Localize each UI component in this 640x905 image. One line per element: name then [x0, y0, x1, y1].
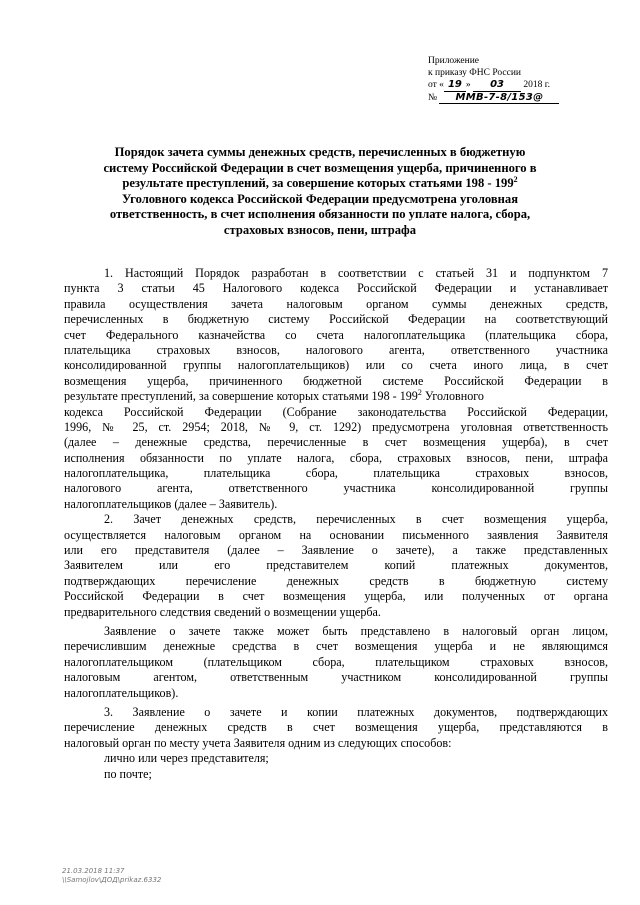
paragraph-3: [64, 624, 608, 701]
title-line: Порядок зачета суммы денежных средств, перечисленных в бюджетную: [114, 145, 526, 159]
footer-timestamp: 21.03.2018 11:37: [62, 867, 125, 875]
handwritten-order-number: ММВ-7-8/153@: [439, 92, 559, 105]
appendix-label: Приложение: [428, 56, 479, 66]
appendix-number: [428, 92, 628, 105]
document-title: [68, 145, 572, 239]
text-line: осуществляется налоговым органом на основании письменного заявления Заявителя: [64, 527, 608, 542]
text-line: возмещения ущерба, причиненного бюджетной системе Российской Федерации в: [64, 373, 608, 388]
text-line: пункта 3 статьи 45 Налогового кодекса Российской Федерации и устанавливает: [64, 281, 608, 296]
text-line: налогового агента, ответственного участника консолидированной группы: [64, 481, 608, 496]
text-fragment: Уголовного: [424, 389, 484, 404]
title-line: [68, 176, 572, 192]
date-prefix: от «: [428, 80, 444, 90]
appendix-block: [428, 56, 628, 104]
superscript: 2: [417, 388, 422, 398]
text-line: 1996, № 25, ст. 2954; 2018, № 9, ст. 1292) предусмотрена уголовная ответственность: [64, 419, 608, 434]
text-line: подтверждающих перечисление денежных средств в бюджетную систему: [64, 573, 608, 588]
text-line: (далее – денежные средства, перечисленные в счет возмещения ущерба), в счет: [64, 435, 608, 450]
text-line: перечисление денежных средств в счет возмещения ущерба, представляются в: [64, 720, 608, 735]
text-line: плательщика страховых взносов, налогового агента, ответственного участника: [64, 342, 608, 357]
text-line: 2. Зачет денежных средств, перечисленных в счет возмещения ущерба,: [104, 512, 608, 527]
title-line: Уголовного кодекса Российской Федерации предусмотрена уголовная: [121, 191, 519, 206]
text-line: 3. Заявление о зачете и копии платежных документов, подтверждающих: [104, 704, 608, 719]
text-line: исполнения обязанности по уплате налога, сбора, страховых взносов, пени, штрафа: [64, 450, 608, 465]
handwritten-day: 19: [444, 79, 466, 92]
text-line: Российской Федерации в счет возмещения ущерба, или полученных от органа: [64, 589, 608, 604]
text-line: или его представителя (далее – Заявление о зачете), а также представленных: [64, 543, 608, 558]
text-line: Заявление о зачете также может быть представлено в налоговый орган лицом,: [104, 623, 608, 638]
number-prefix: №: [428, 92, 438, 103]
text-line: перечисленных в бюджетную систему Российской Федерации на соответствующий: [64, 312, 608, 327]
list-item: по почте;: [104, 766, 152, 781]
paragraph-4: [64, 705, 608, 782]
text-fragment: результате преступлений, за совершение которых статьями 198 - 199: [64, 389, 418, 404]
text-line: 1. Настоящий Порядок разработан в соответствии с статьей 31 и подпунктом 7: [104, 266, 608, 280]
superscript: 2: [513, 175, 518, 184]
text-line: налогоплательщиков (далее – Заявитель).: [64, 496, 278, 511]
text-line: предварительного следствия сведений о возмещении ущерба.: [64, 604, 381, 619]
document-body: [64, 266, 608, 782]
footer-file-path: \\Samojlov\ДОД\prikaz.6332: [62, 876, 162, 884]
title-line: систему Российской Федерации в счет возмещения ущерба, причиненного в: [103, 160, 537, 175]
text-line: Заявителем или его представителем копий платежных документов,: [64, 558, 608, 573]
title-text: результате преступлений, за совершение которых статьями 198 - 199: [122, 176, 514, 191]
title-line: ответственность, в счет исполнения обязанности по уплате налога, сбора,: [109, 207, 531, 222]
text-line: налогоплательщиков).: [64, 685, 179, 700]
text-line: налогоплательщиком (плательщиком сбора, плательщиком страховых взносов,: [64, 654, 608, 669]
appendix-date: [428, 79, 628, 92]
handwritten-month: 03: [473, 79, 521, 92]
text-line: правила осуществления зачета налоговым органом суммы денежных средств,: [64, 296, 608, 311]
date-quote: »: [465, 80, 471, 90]
file-footer: [62, 867, 161, 885]
text-line: перечислившим денежные средства в счет возмещения ущерба и не являющимся: [64, 639, 608, 654]
text-line: налогоплательщика, плательщика сбора, плательщика страховых взносов,: [64, 466, 608, 481]
text-line: кодекса Российской Федерации (Собрание законодательства Российской Федерации,: [64, 404, 608, 419]
text-line: счет Федерального казначейства со счета налогоплательщика (плательщика сбора,: [64, 327, 608, 342]
list-item: лично или через представителя;: [104, 751, 269, 766]
text-line: налоговый орган по месту учета Заявителя одним из следующих способов:: [64, 735, 452, 750]
text-line: [64, 389, 608, 404]
paragraph-2: [64, 512, 608, 620]
paragraph-1: [64, 266, 608, 512]
date-year: 2018 г.: [523, 80, 550, 90]
text-line: налоговым агентом, ответственным участником консолидированной группы: [64, 670, 608, 685]
title-line: страховых взносов, пени, штрафа: [223, 222, 417, 237]
text-line: консолидированной группы налогоплательщиков) или со счета иного лица, в счет: [64, 358, 608, 373]
appendix-order-ref: к приказу ФНС России: [428, 67, 521, 78]
